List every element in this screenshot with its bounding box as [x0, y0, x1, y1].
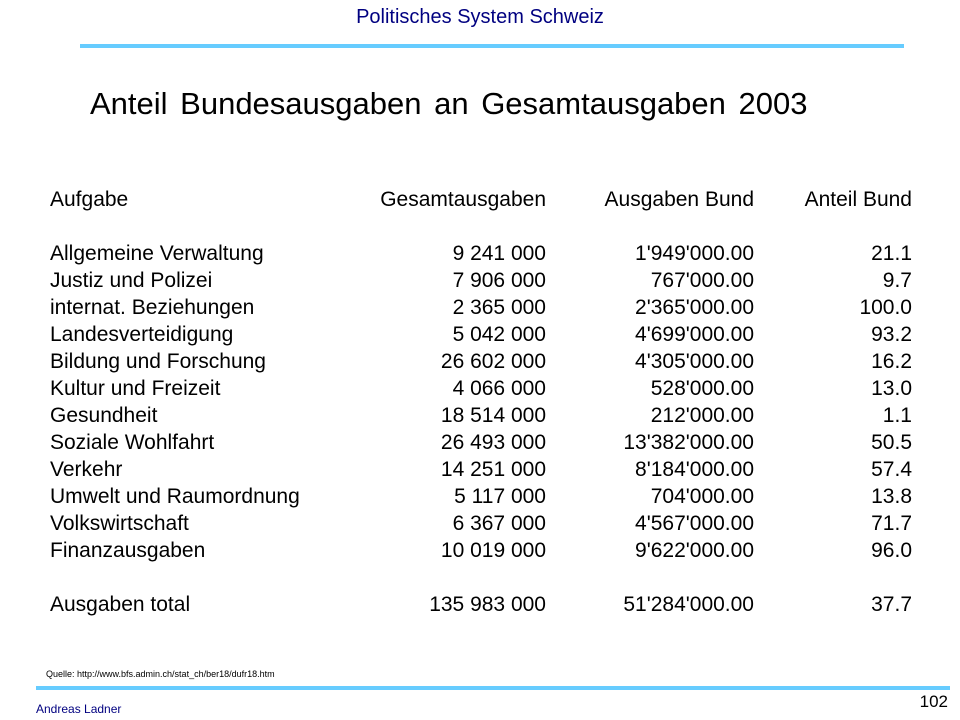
- row-aufgabe: Verkehr: [50, 458, 123, 481]
- row-anteil-bund: 16.2: [871, 350, 912, 373]
- row-aufgabe: internat. Beziehungen: [50, 296, 255, 319]
- row-anteil-bund: 1.1: [882, 404, 912, 427]
- row-aufgabe: Volkswirtschaft: [50, 512, 189, 535]
- page-number: 102: [919, 692, 948, 711]
- row-aufgabe: Justiz und Polizei: [50, 269, 213, 292]
- row-anteil-bund: 100.0: [859, 296, 912, 319]
- column-header-gesamtausgaben: Gesamtausgaben: [380, 188, 546, 211]
- row-gesamtausgaben: 5 042 000: [452, 323, 546, 346]
- table-row: [50, 375, 912, 402]
- row-gesamtausgaben: 18 514 000: [440, 404, 546, 427]
- column-header-ausgaben-bund: Ausgaben Bund: [604, 188, 754, 211]
- row-aufgabe: Umwelt und Raumordnung: [50, 485, 300, 508]
- top-divider: [80, 44, 904, 48]
- row-aufgabe: Allgemeine Verwaltung: [50, 242, 264, 265]
- row-gesamtausgaben: 14 251 000: [440, 458, 546, 481]
- row-anteil-bund: 13.8: [871, 485, 912, 508]
- header-title: Politisches System Schweiz: [356, 6, 604, 28]
- row-gesamtausgaben: 26 493 000: [440, 431, 546, 454]
- row-anteil-bund: 93.2: [871, 323, 912, 346]
- table-row: [50, 348, 912, 375]
- table-header-row: [50, 186, 912, 213]
- total-ausgaben-bund: 51'284'000.00: [623, 593, 754, 616]
- expenditure-table: [50, 186, 912, 618]
- table-body: [50, 213, 912, 564]
- row-ausgaben-bund: 767'000.00: [650, 269, 754, 292]
- row-gesamtausgaben: 10 019 000: [440, 539, 546, 562]
- table-row: [50, 429, 912, 456]
- row-gesamtausgaben: 9 241 000: [452, 242, 546, 265]
- table-row: [50, 456, 912, 483]
- row-gesamtausgaben: 6 367 000: [452, 512, 546, 535]
- table-row: [50, 321, 912, 348]
- row-gesamtausgaben: 7 906 000: [452, 269, 546, 292]
- author-name: Andreas Ladner: [36, 702, 122, 716]
- table-row: [50, 240, 912, 267]
- total-label: Ausgaben total: [50, 593, 191, 616]
- row-anteil-bund: 57.4: [871, 458, 912, 481]
- row-ausgaben-bund: 8'184'000.00: [635, 458, 754, 481]
- row-ausgaben-bund: 4'305'000.00: [635, 350, 754, 373]
- row-ausgaben-bund: 13'382'000.00: [623, 431, 754, 454]
- total-anteil-bund: 37.7: [871, 593, 912, 616]
- row-ausgaben-bund: 2'365'000.00: [635, 296, 754, 319]
- row-ausgaben-bund: 704'000.00: [650, 485, 754, 508]
- table-row: [50, 402, 912, 429]
- row-anteil-bund: 71.7: [871, 512, 912, 535]
- row-anteil-bund: 13.0: [871, 377, 912, 400]
- row-gesamtausgaben: 26 602 000: [440, 350, 546, 373]
- row-anteil-bund: 9.7: [882, 269, 912, 292]
- row-aufgabe: Soziale Wohlfahrt: [50, 431, 215, 454]
- row-anteil-bund: 21.1: [871, 242, 912, 265]
- column-header-aufgabe: Aufgabe: [50, 188, 129, 211]
- spacer-row: [50, 213, 912, 240]
- row-aufgabe: Kultur und Freizeit: [50, 377, 221, 400]
- bottom-divider: [36, 686, 950, 690]
- table-row: [50, 537, 912, 564]
- total-row: [50, 591, 912, 618]
- row-aufgabe: Bildung und Forschung: [50, 350, 266, 373]
- row-anteil-bund: 96.0: [871, 539, 912, 562]
- slide-title: Anteil Bundesausgaben an Gesamtausgaben 2003: [90, 86, 808, 121]
- row-ausgaben-bund: 1'949'000.00: [635, 242, 754, 265]
- row-gesamtausgaben: 5 117 000: [454, 485, 546, 508]
- row-aufgabe: Landesverteidigung: [50, 323, 234, 346]
- row-ausgaben-bund: 528'000.00: [650, 377, 754, 400]
- column-header-anteil-bund: Anteil Bund: [804, 188, 912, 211]
- row-aufgabe: Finanzausgaben: [50, 539, 206, 562]
- row-aufgabe: Gesundheit: [50, 404, 158, 427]
- row-gesamtausgaben: 4 066 000: [452, 377, 546, 400]
- table-row: [50, 483, 912, 510]
- row-ausgaben-bund: 9'622'000.00: [635, 539, 754, 562]
- row-ausgaben-bund: 4'567'000.00: [635, 512, 754, 535]
- table-row: [50, 510, 912, 537]
- table-row: [50, 267, 912, 294]
- source-note: Quelle: http://www.bfs.admin.ch/stat_ch/ber18/dufr18.htm: [46, 669, 275, 679]
- table-total: [50, 564, 912, 618]
- row-ausgaben-bund: 212'000.00: [650, 404, 754, 427]
- total-gesamtausgaben: 135 983 000: [429, 593, 546, 616]
- table-row: [50, 294, 912, 321]
- row-anteil-bund: 50.5: [871, 431, 912, 454]
- spacer-row: [50, 564, 912, 591]
- row-gesamtausgaben: 2 365 000: [452, 296, 546, 319]
- row-ausgaben-bund: 4'699'000.00: [635, 323, 754, 346]
